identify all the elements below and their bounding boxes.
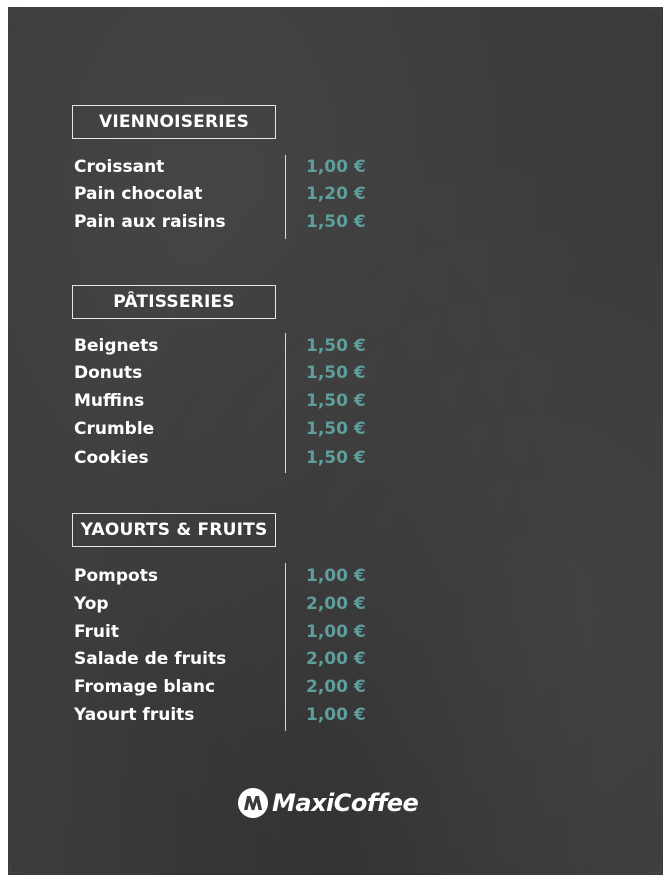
menu-item [72,212,472,238]
menu-item [72,184,472,210]
item-name: Yaourt fruits [74,705,195,725]
menu-item [72,419,472,445]
menu-item [72,677,472,703]
item-price: 1,00 € [306,705,366,725]
item-price: 1,50 € [306,212,366,232]
item-name: Pompots [74,566,158,586]
menu-item [72,705,472,731]
menu-item [72,566,472,592]
item-price: 1,50 € [306,391,366,411]
item-name: Salade de fruits [74,649,227,669]
maxicoffee-logo-icon [237,787,269,819]
crop-mark [10,9,21,20]
item-price: 2,00 € [306,677,366,697]
menu-item [72,157,472,183]
menu-item [72,336,472,362]
logo-text: MaxiCoffee [272,789,419,817]
item-price: 1,50 € [306,448,366,468]
item-name: Crumble [74,419,155,439]
section-title: VIENNOISERIES [72,105,276,139]
brand-logo [237,783,418,823]
item-name: Yop [74,594,109,614]
item-price: 1,00 € [306,622,366,642]
item-name: Fromage blanc [74,677,216,697]
item-name: Cookies [74,448,149,468]
item-name: Fruit [74,622,119,642]
item-name: Donuts [74,363,143,383]
item-price: 1,00 € [306,157,366,177]
item-name: Beignets [74,336,159,356]
crop-mark [10,862,21,873]
menu-item [72,448,472,474]
item-name: Croissant [74,157,165,177]
item-price: 1,20 € [306,184,366,204]
item-name: Pain chocolat [74,184,203,204]
item-price: 1,50 € [306,336,366,356]
crop-mark [650,862,661,873]
menu-page [8,7,663,875]
menu-item [72,594,472,620]
item-price: 2,00 € [306,649,366,669]
item-price: 1,50 € [306,419,366,439]
item-price: 1,00 € [306,566,366,586]
crop-mark [650,9,661,20]
menu-item [72,649,472,675]
item-name: Pain aux raisins [74,212,226,232]
section-title: PÂTISSERIES [72,285,276,319]
item-price: 1,50 € [306,363,366,383]
menu-item [72,391,472,417]
menu-item [72,622,472,648]
item-price: 2,00 € [306,594,366,614]
section-title: YAOURTS & FRUITS [72,513,276,547]
menu-item [72,363,472,389]
item-name: Muffins [74,391,145,411]
